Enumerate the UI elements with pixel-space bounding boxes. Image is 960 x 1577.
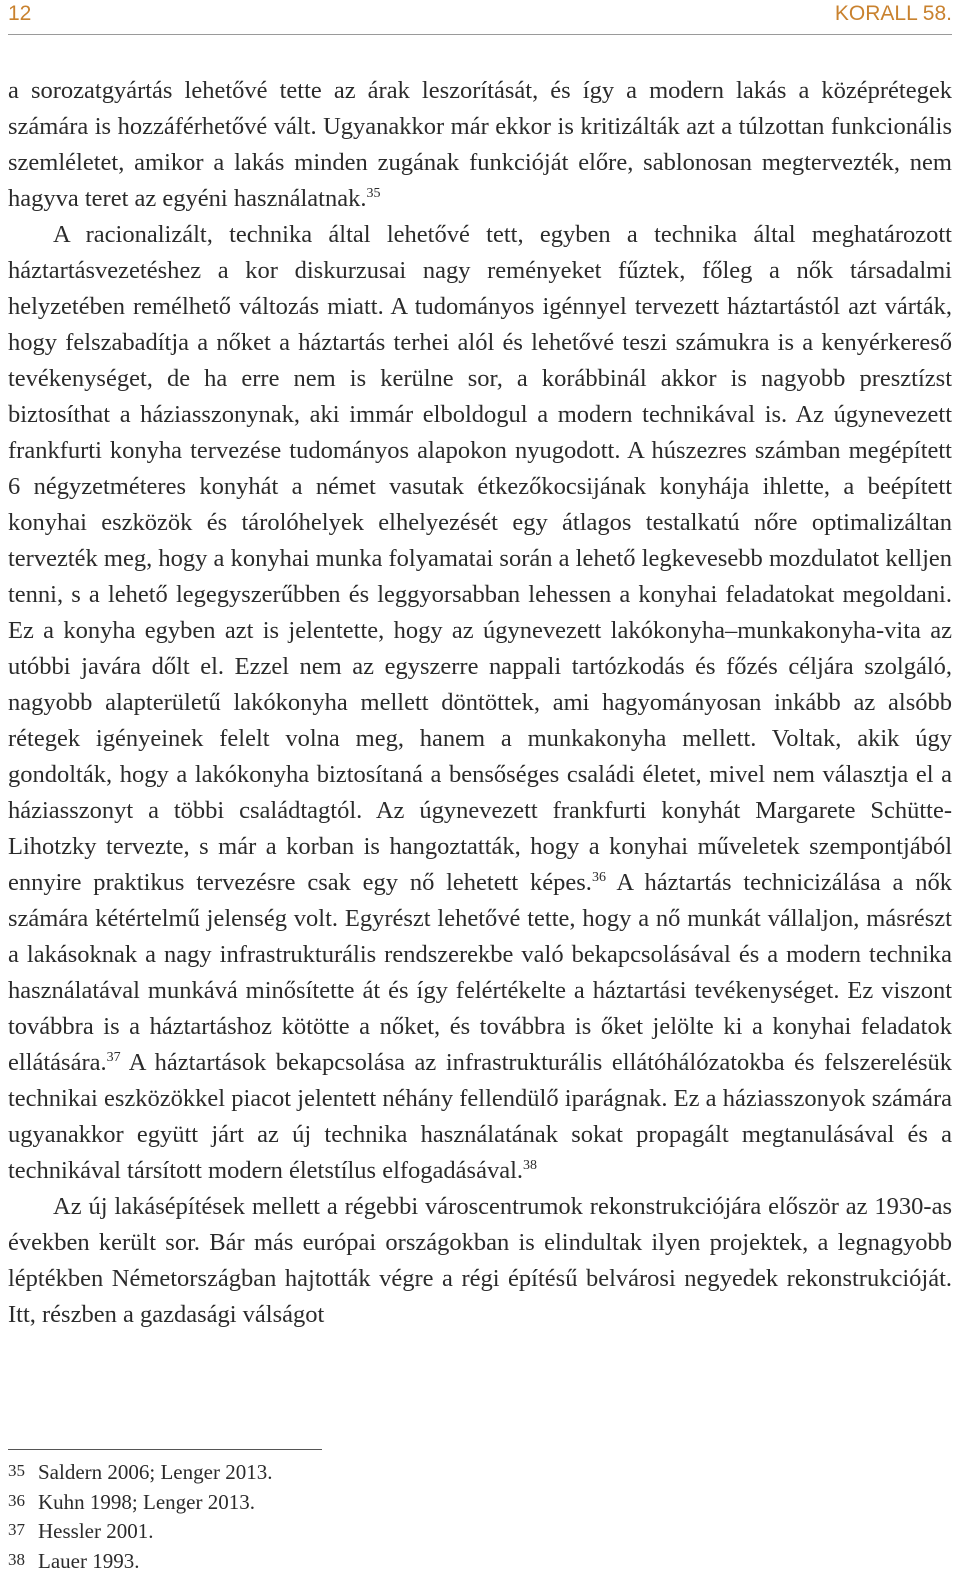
footnote-number: 36	[8, 1490, 25, 1510]
footnote-text: Kuhn 1998; Lenger 2013.	[38, 1489, 255, 1514]
paragraph-3	[8, 1189, 952, 1333]
footnote	[8, 1546, 272, 1576]
text-run: A háztartás technicizálása a nők számára kétértelmű jelenség volt. Egyrészt lehetővé tette, hogy a nő munkát vállaljon, másrészt a lakásoknak a nagy infrastrukturális rendszerekbe való bekapcsolásával és a modern technika használatával munkává minősítette át és így felértékelte a háztartási tevékenységet. Ez viszont továbbra is a háztartáshoz kötötte a nőket, és továbbra is őket jelölte ki a konyhai feladatok ellátására.	[8, 869, 952, 1076]
footnote-number: 38	[8, 1549, 25, 1569]
footnote-ref: 36	[591, 870, 606, 885]
footnote	[8, 1487, 272, 1517]
paragraph-1	[8, 73, 952, 217]
paragraph-2	[8, 217, 952, 1189]
footnote	[8, 1457, 272, 1487]
text-run: A háztartások bekapcsolása az infrastrukturális ellátóhálózatokba és felszerelésük technikai eszközökkel piacot jelentett néhány fellendülő iparágnak. Ez a háziasszonyok számára ugyanakkor együtt járt az új technika használatának sokat propagált megtanulásával és a technikával társított modern életstílus elfogadásával.	[8, 1049, 952, 1184]
footnote-number: 37	[8, 1520, 25, 1539]
footnote-ref: 37	[106, 1050, 121, 1065]
footnote-text: Hessler 2001.	[38, 1519, 154, 1543]
journal-title: KORALL 58.	[834, 2, 952, 25]
footnote-separator	[8, 1449, 322, 1450]
footnote	[8, 1516, 272, 1546]
body-text	[8, 73, 952, 1333]
running-header	[8, 0, 952, 35]
footnote-ref: 38	[523, 1158, 538, 1173]
footnote-number: 35	[8, 1461, 25, 1480]
footnote-ref: 35	[366, 186, 381, 201]
text-run: Az új lakásépítések mellett a régebbi városcentrumok rekonstrukciójára először az 1930-as években került sor. Bár más európai országokban is elindultak ilyen projektek, a legnagyobb léptékben Németországban hajtották végre a régi építésű belvárosi negyedek rekonstrukcióját. Itt, részben a gazdasági válságot	[8, 1193, 952, 1328]
footnote-text: Saldern 2006; Lenger 2013.	[38, 1460, 273, 1484]
text-run: a sorozatgyártás lehetővé tette az árak leszorítását, és így a modern lakás a középrétegek számára is hozzáférhetővé vált. Ugyanakkor már ekkor is kritizálták azt a túlzottan funkcionális szemléletet, amikor a lakás minden zugának funkcióját előre, sablonosan megtervezték, nem hagyva teret az egyéni használatnak.	[8, 77, 952, 212]
footnotes	[8, 1457, 272, 1575]
text-run: A racionalizált, technika által lehetővé tett, egyben a technika által meghatározott háztartásvezetéshez a kor diskurzusai nagy reményeket fűztek, főleg a nők társadalmi helyzetében remélhető változás miatt. A tudományos igénnyel tervezett háztartástól azt várták, hogy felszabadítja a nőket a háztartás terhei alól és lehetővé teszi számukra is a kenyérkereső tevékenységet, de ha erre nem is kerülne sor, a korábbinál akkor is nagyobb presztízst biztosíthat a háziasszonynak, aki immár elboldogul a modern technikával is. Az úgynevezett frankfurti konyha tervezése tudományos alapokon nyugodott. A húszezres számban megépített 6 négyzetméteres konyhát a német vasutak étkezőkocsijának konyhája ihlette, a beépített konyhai eszközök és tárolóhelyek elhelyezését egy átlagos testalkatú nőre optimalizáltan tervezték meg, hogy a konyhai munka folyamatai során a lehető legkevesebb mozdulatot kelljen tenni, s a lehető legegyszerűbben és leggyorsabban lehessen a konyhai feladatokat megoldani. Ez a konyha egyben azt is jelentette, hogy az úgynevezett lakókonyha–munkakonyha-vita az utóbbi javára dőlt el. Ezzel nem az egyszerre nappali tartózkodás és főzés céljára szolgáló, nagyobb alapterületű lakókonyha mellett döntöttek, ami hagyományosan inkább az alsóbb rétegek igényeinek felelt volna meg, hanem a munkakonyha mellett. Voltak, akik úgy gondolták, hogy a lakókonyha biztosítaná a bensőséges családi életet, mivel nem választja el a háziasszonyt a többi családtagtól. Az úgynevezett frankfurti konyhát Margarete Schütte-Lihotzky tervezte, s már a korban is hangoztatták, hogy a konyhai műveletek szempontjából ennyire praktikus tervezésre csak egy nő lehetett képes.	[8, 221, 952, 896]
footnote-text: Lauer 1993.	[38, 1548, 140, 1573]
page-number: 12	[8, 2, 32, 25]
